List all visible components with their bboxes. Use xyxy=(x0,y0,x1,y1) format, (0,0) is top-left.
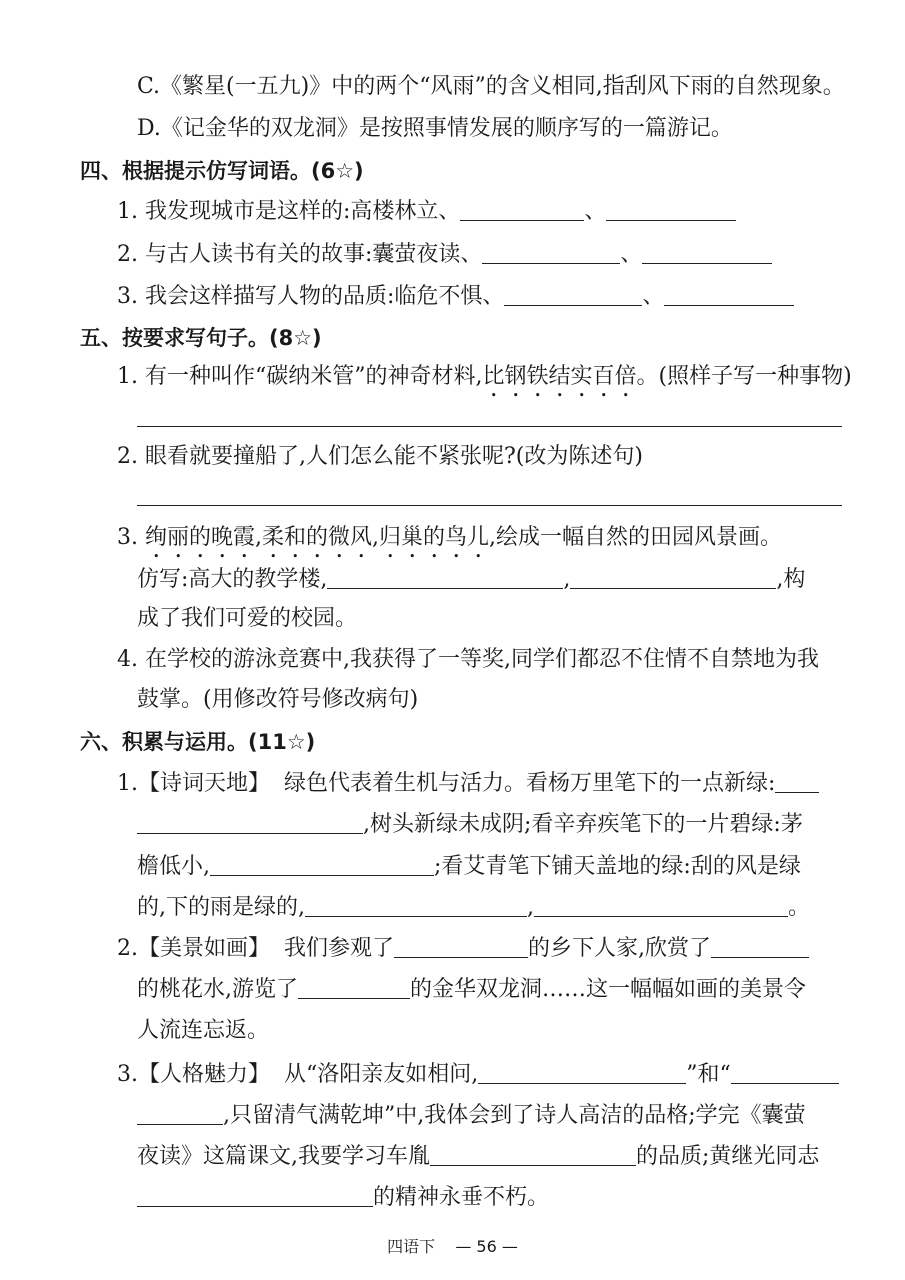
sec5-q4-line2: 鼓掌。(用修改符号修改病句) xyxy=(137,687,419,712)
sec6-q2-blank-3[interactable] xyxy=(298,976,410,999)
sec6-q3 xyxy=(117,1060,839,1090)
sec6-q3-blank-2a[interactable] xyxy=(731,1061,839,1084)
sec4-q2-blank-2[interactable] xyxy=(642,241,772,264)
sec6-q1-line4b: , xyxy=(527,895,534,920)
option-c: C.《繁星(一五九)》中的两个“风雨”的含义相同,指刮风下雨的自然现象。 xyxy=(137,74,845,99)
sec6-q3-blank-2b[interactable] xyxy=(137,1102,223,1125)
section-5-title: 五、按要求写句子。(8☆) xyxy=(80,326,322,350)
section-4-title: 四、根据提示仿写词语。(6☆) xyxy=(80,159,364,183)
sec6-q2-line2a: 的桃花水,游览了 xyxy=(137,977,298,1002)
sec5-q3-num: 3. xyxy=(117,525,145,550)
sec6-q3-line2-text: ,只留清气满乾坤”中,我体会到了诗人高洁的品格;学完《囊萤 xyxy=(223,1103,806,1128)
sec6-q1-blank-3[interactable] xyxy=(305,894,527,917)
sec6-q3-blank-3[interactable] xyxy=(430,1143,636,1166)
sec6-q2-line3: 人流连忘返。 xyxy=(137,1018,270,1043)
sec5-q4-line1: 4. 在学校的游泳竞赛中,我获得了一等奖,同学们都忍不住情不自禁地为我 xyxy=(117,647,819,672)
comma: , xyxy=(372,525,380,550)
sec6-q2-a: 我们参观了 xyxy=(284,936,395,961)
comma: , xyxy=(563,567,571,592)
sec6-q1-line3b: ;看艾青笔下铺天盖地的绿:刮的风是绿 xyxy=(434,854,801,879)
sec6-q3-b: ”和“ xyxy=(686,1062,731,1087)
sec4-q3-text: 3. 我会这样描写人物的品质:临危不惧、 xyxy=(117,284,505,309)
sec6-q2-b: 的乡下人家,欣赏了 xyxy=(528,936,712,961)
sec6-q1-text: 绿色代表着生机与活力。看杨万里笔下的一点新绿: xyxy=(284,771,776,796)
sep: 、 xyxy=(620,242,643,267)
sec5-q1-text-b: 。(照样子写一种事物) xyxy=(636,364,852,389)
sec4-q1-blank-2[interactable] xyxy=(606,198,736,221)
sec4-q1-text: 1. 我发现城市是这样的:高楼林立、 xyxy=(117,199,461,224)
sec4-q2-text: 2. 与古人读书有关的故事:囊萤夜读、 xyxy=(117,242,483,267)
sec4-q2-blank-1[interactable] xyxy=(482,241,620,264)
sec6-q1-blank-1b[interactable] xyxy=(137,811,363,834)
sec4-q1-blank-1[interactable] xyxy=(460,198,584,221)
sec6-q3-a: 从“洛阳亲友如相问, xyxy=(284,1062,479,1087)
sec5-q3-dotted-2: 柔和的微风 xyxy=(262,525,373,550)
sep: 、 xyxy=(642,284,665,309)
sec6-q1-blank-4[interactable] xyxy=(534,894,788,917)
sec5-q1 xyxy=(117,362,852,402)
sec4-q1 xyxy=(117,197,736,227)
sec5-q3-dotted-3: 归巢的鸟儿 xyxy=(379,525,490,550)
sec4-q3-blank-2[interactable] xyxy=(664,283,794,306)
sec6-q2-tag: 2.【美景如画】 xyxy=(117,936,270,961)
sec6-q1-line2-text: ,树头新绿未成阴;看辛弃疾笔下的一片碧绿:茅 xyxy=(363,812,803,837)
sec6-q2-line2b: 的金华双龙洞……这一幅幅如画的美景令 xyxy=(410,977,807,1002)
sec6-q2 xyxy=(117,934,809,964)
sep: 、 xyxy=(584,199,607,224)
sec6-q1 xyxy=(117,769,819,799)
sec5-q1-dotted: 比钢铁结实百倍 xyxy=(482,364,637,389)
sec5-q3-dotted-1: 绚丽的晚霞 xyxy=(144,525,255,550)
option-d: D.《记金华的双龙洞》是按照事情发展的顺序写的一篇游记。 xyxy=(137,116,733,141)
comma: , xyxy=(255,525,262,550)
sec6-q1-tag: 1.【诗词天地】 xyxy=(117,771,270,796)
sec5-q3-tail: ,绘成一幅自然的田园风景画。 xyxy=(489,525,783,550)
sec6-q1-blank-2[interactable] xyxy=(210,853,434,876)
sec5-q3-imitate xyxy=(137,565,805,595)
sec6-q3-line3b: 的品质;黄继光同志 xyxy=(636,1144,820,1169)
sec5-q1-text-a: 1. 有一种叫作“碳纳米管”的神奇材料, xyxy=(117,364,483,389)
sec6-q1-line4c: 。 xyxy=(788,895,811,920)
sec5-q3-line2: 成了我们可爱的校园。 xyxy=(137,606,358,631)
sec6-q1-line3 xyxy=(137,852,801,882)
sec6-q1-blank-1a[interactable] xyxy=(775,770,819,793)
sec6-q1-line3a: 檐低小, xyxy=(137,854,210,879)
section-6-title: 六、积累与运用。(11☆) xyxy=(80,730,316,754)
sec4-q3-blank-1[interactable] xyxy=(504,283,642,306)
sec6-q3-line3a: 夜读》这篇课文,我要学习车胤 xyxy=(137,1144,430,1169)
page-footer xyxy=(0,1234,905,1257)
sec5-q1-answer-line[interactable] xyxy=(137,426,842,427)
sec6-q1-line2 xyxy=(137,810,803,840)
sec5-q2-answer-line[interactable] xyxy=(137,505,842,506)
sec4-q2 xyxy=(117,240,772,270)
sec5-q3-blank-2[interactable] xyxy=(570,566,776,589)
sec6-q3-line2 xyxy=(137,1101,806,1131)
sec5-q3 xyxy=(117,523,782,563)
sec6-q3-blank-4[interactable] xyxy=(137,1184,373,1207)
sec6-q2-blank-2[interactable] xyxy=(711,935,809,958)
sec5-q2: 2. 眼看就要撞船了,人们怎么能不紧张呢?(改为陈述句) xyxy=(117,444,643,469)
sec6-q2-blank-1[interactable] xyxy=(394,935,528,958)
page-number: — 56 — xyxy=(455,1237,518,1256)
sec5-q3-end: ,构 xyxy=(776,567,806,592)
sec6-q1-line4a: 的,下的雨是绿的, xyxy=(137,895,305,920)
sec5-q3-imitate-label: 仿写:高大的教学楼, xyxy=(137,567,328,592)
footer-label: 四语下 xyxy=(387,1237,436,1256)
sec6-q1-line4 xyxy=(137,893,810,923)
sec6-q3-blank-1[interactable] xyxy=(478,1061,686,1084)
sec6-q3-line4 xyxy=(137,1183,549,1213)
sec6-q3-tag: 3.【人格魅力】 xyxy=(117,1062,270,1087)
sec6-q2-line2 xyxy=(137,975,806,1005)
sec5-q3-blank-1[interactable] xyxy=(327,566,563,589)
sec6-q3-line4-text: 的精神永垂不朽。 xyxy=(373,1185,550,1210)
sec4-q3 xyxy=(117,282,794,312)
sec6-q3-line3 xyxy=(137,1142,819,1172)
